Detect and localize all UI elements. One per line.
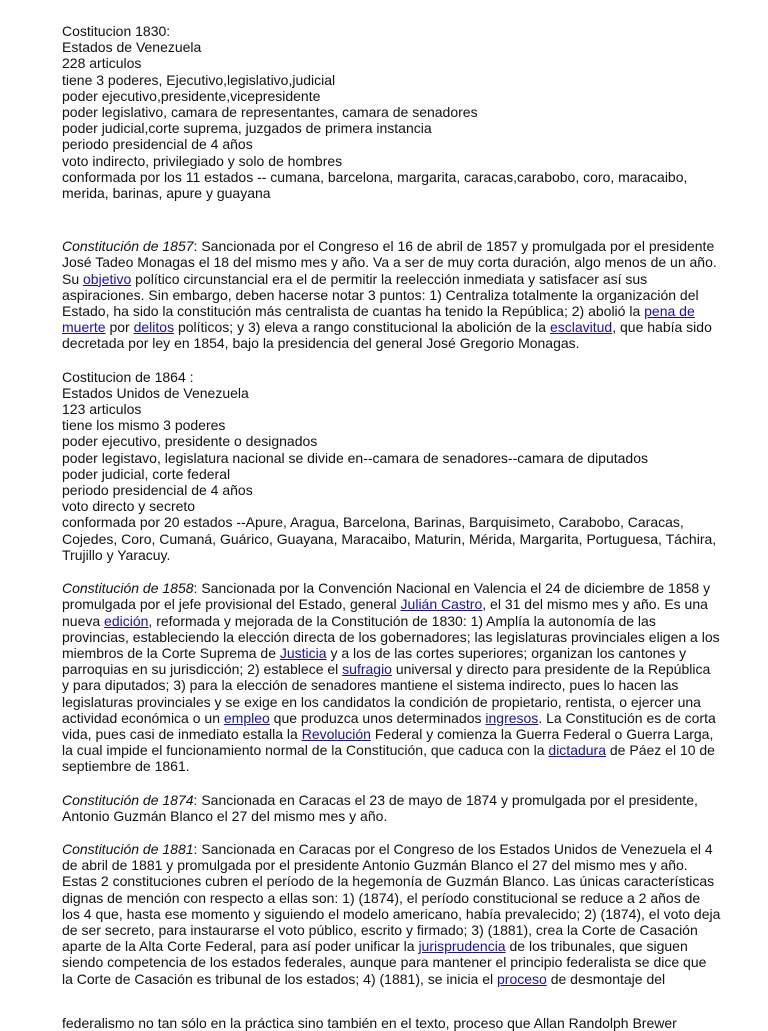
text-fragment: : Sancionada por el Congreso el 16 de abril de 1857 y promulgada por el presidente <box>193 238 715 255</box>
text-line: decretada por ley en 1854, bajo la presidencia del general José Gregorio Monagas. <box>62 335 580 352</box>
text-line: poder ejecutivo, presidente o designados <box>62 433 318 450</box>
text-fragment: y a los de las cortes superiores; organizan los cantones y <box>326 644 687 661</box>
text-fragment: la Corte de Casación es tribunal de los estados; 4) (1881), se inicia el <box>62 970 498 987</box>
text-line: 123 articulos <box>62 401 142 418</box>
text-line: voto directo y secreto <box>62 498 196 515</box>
link-edicion[interactable]: edición <box>104 612 149 629</box>
text-line: poder legistavo, legislatura nacional se divide en--camara de senadores--camara de diputados <box>62 449 649 466</box>
text-fragment: miembros de la Corte Suprema de <box>62 644 280 661</box>
link-objetivo[interactable]: objetivo <box>83 270 132 287</box>
constitution-1874-paragraph <box>62 792 722 824</box>
document-page <box>62 23 722 987</box>
text-line: José Tadeo Monagas el 18 del mismo mes y año. Va a ser de muy corta duración, algo menos de un año. <box>62 254 717 271</box>
link-delitos[interactable]: delitos <box>133 319 175 336</box>
link-revolucion[interactable]: Revolución <box>301 725 371 742</box>
cutoff-text-line: federalismo no tan sólo en la práctica sino también en el texto, proceso que Allan Randolph Brewer <box>62 1015 677 1031</box>
link-julian-castro[interactable]: Julián Castro <box>400 596 483 613</box>
link-sufragio[interactable]: sufragio <box>342 661 392 678</box>
text-line: Estados de Venezuela <box>62 39 202 56</box>
text-fragment: parroquias en su jurisdicción; 2) establece el <box>62 661 343 678</box>
text-fragment: por <box>105 319 134 336</box>
text-line: periodo presidencial de 4 años <box>62 136 253 153</box>
text-line: voto indirecto, privilegiado y solo de hombres <box>62 152 343 169</box>
constitution-1857-paragraph <box>62 238 722 351</box>
text-fragment: : Sancionada en Caracas el 23 de mayo de 1874 y promulgada por el presidente, <box>193 791 698 808</box>
text-fragment: Federal y comienza la Guerra Federal o Guerra Larga, <box>370 725 714 742</box>
text-line: tiene 3 poderes, Ejecutivo,legislativo,judicial <box>62 71 336 88</box>
text-line: conformada por 20 estados --Apure, Aragua, Barcelona, Barinas, Barquisimeto, Carabobo, Caracas, <box>62 514 684 531</box>
text-line: poder judicial,corte suprema, juzgados de primera instancia <box>62 120 432 137</box>
text-fragment: político circunstancial era el de permitir la reelección inmediata y satisfacer así sus <box>131 270 648 287</box>
link-jurisprudencia[interactable]: jurisprudencia <box>418 938 506 955</box>
text-fragment: la cual impide el funcionamiento normal de la Constitución, que caduca con la <box>62 742 549 759</box>
text-line: Estas 2 constituciones cubren el período de la hegemonía de Guzmán Blanco. Las únicas características <box>62 873 715 890</box>
constitution-1830-block <box>62 23 722 201</box>
text-fragment: . La Constitución es de corta <box>538 709 716 726</box>
text-fragment: universal y directo para presidente de la República <box>391 661 711 678</box>
text-fragment: de Páez el 10 de <box>606 742 715 759</box>
text-fragment: , reformada y mejorada de la Constitución de 1830: 1) Amplía la autonomía de las <box>148 612 656 629</box>
text-line: Antonio Guzmán Blanco el 27 del mismo mes y año. <box>62 807 388 824</box>
constitution-1858-paragraph <box>62 580 722 774</box>
link-ingresos[interactable]: ingresos <box>485 709 539 726</box>
text-line: Costitucion de 1864 : <box>62 368 194 385</box>
link-pena-de-muerte[interactable]: pena de <box>644 303 695 320</box>
text-line: siendo competencia de los estados federales, aunque para mantener el principio federalista se dice que <box>62 954 707 971</box>
text-line: poder legislativo, camara de representantes, camara de senadores <box>62 104 478 121</box>
text-fragment: Su <box>62 270 84 287</box>
text-fragment: políticos; y 3) eleva a rango constitucional la abolición de la <box>174 319 550 336</box>
text-fragment: de desmontaje del <box>546 970 666 987</box>
text-fragment: aparte de la Alta Corte Federal, para así poder unificar la <box>62 938 419 955</box>
text-fragment: , el 31 del mismo mes y año. Es una <box>482 596 708 613</box>
text-fragment: nueva <box>62 612 105 629</box>
text-line: de ser secreto, para instaurarse el voto público, escrito y firmado; 3) (1881), crea la Corte de Casación <box>62 921 698 938</box>
link-dictadura[interactable]: dictadura <box>548 742 606 759</box>
text-line: Costitucion 1830: <box>62 23 171 39</box>
section-title: Constitución de 1881 <box>62 840 194 857</box>
text-line: legislaturas provinciales y se exige en los candidatos la condición de propietario, rentista, o ejercer una <box>62 693 701 710</box>
section-title: Constitución de 1857 <box>62 238 194 255</box>
text-line: y para diputados; 3) para la elección de senadores mantiene el sistema indirecto, pues lo hacen las <box>62 677 679 694</box>
constitution-1881-paragraph <box>62 841 722 987</box>
text-line: periodo presidencial de 4 años <box>62 482 253 499</box>
text-fragment: actividad económica o un <box>62 709 224 726</box>
link-empleo[interactable]: empleo <box>223 709 270 726</box>
text-line: septiembre de 1861. <box>62 758 190 775</box>
link-proceso[interactable]: proceso <box>497 970 547 987</box>
text-line: los 4 que, hasta ese momento y siguiendo el modelo americano, había prevalecido; 2) (1874), el voto deja <box>62 905 721 922</box>
section-title: Constitución de 1874 <box>62 791 194 808</box>
text-line: dignas de mención con respecto a ellas son: 1) (1874), el período constitucional se reduce a 2 años de <box>62 889 701 906</box>
section-title: Constitución de 1858 <box>62 580 194 597</box>
text-fragment: que produzca unos determinados <box>269 709 486 726</box>
text-line: tiene los mismo 3 poderes <box>62 417 226 434</box>
text-fragment: , que había sido <box>612 319 712 336</box>
text-fragment: de los tribunales, que siguen <box>505 938 688 955</box>
text-line: aspiraciones. Sin embargo, deben hacerse notar 3 puntos: 1) Centraliza totalmente la organización del <box>62 286 699 303</box>
text-line: Estados Unidos de Venezuela <box>62 384 249 401</box>
link-esclavitud[interactable]: esclavitud <box>549 319 613 336</box>
text-line: merida, barinas, apure y guayana <box>62 185 271 202</box>
text-fragment: : Sancionada por la Convención Nacional en Valencia el 24 de diciembre de 1858 y <box>193 580 711 597</box>
text-fragment: promulgada por el jefe provisional del Estado, general <box>62 596 401 613</box>
text-fragment: vida, pues casi de inmediato estalla la <box>62 725 302 742</box>
text-line: 228 articulos <box>62 55 142 72</box>
text-line: Cojedes, Coro, Cumaná, Guárico, Guayana, Maracaibo, Maturin, Mérida, Margarita, Portuguesa, Táchira, <box>62 530 717 547</box>
link-justicia[interactable]: Justicia <box>279 644 327 661</box>
text-line: provincias, estableciendo la elección directa de los gobernadores; las legislaturas provinciales eligen a los <box>62 628 720 645</box>
text-line: conformada por los 11 estados -- cumana, barcelona, margarita, caracas,carabobo, coro, maracaibo, <box>62 168 688 185</box>
link-pena-de-muerte[interactable]: muerte <box>62 319 106 336</box>
constitution-1864-block <box>62 369 722 563</box>
text-line: de abril de 1881 y promulgada por el presidente Antonio Guzmán Blanco el 27 del mismo mes y año. <box>62 857 688 874</box>
text-fragment: Estado, ha sido la constitución más centralista de cuantas ha tenido la República; 2) abolió la <box>62 303 645 320</box>
text-line: poder ejecutivo,presidente,vicepresidente <box>62 87 321 104</box>
text-line: Trujillo y Yaracuy. <box>62 546 171 563</box>
text-fragment: : Sancionada en Caracas por el Congreso de los Estados Unidos de Venezuela el 4 <box>193 840 713 857</box>
text-line: poder judicial, corte federal <box>62 465 231 482</box>
